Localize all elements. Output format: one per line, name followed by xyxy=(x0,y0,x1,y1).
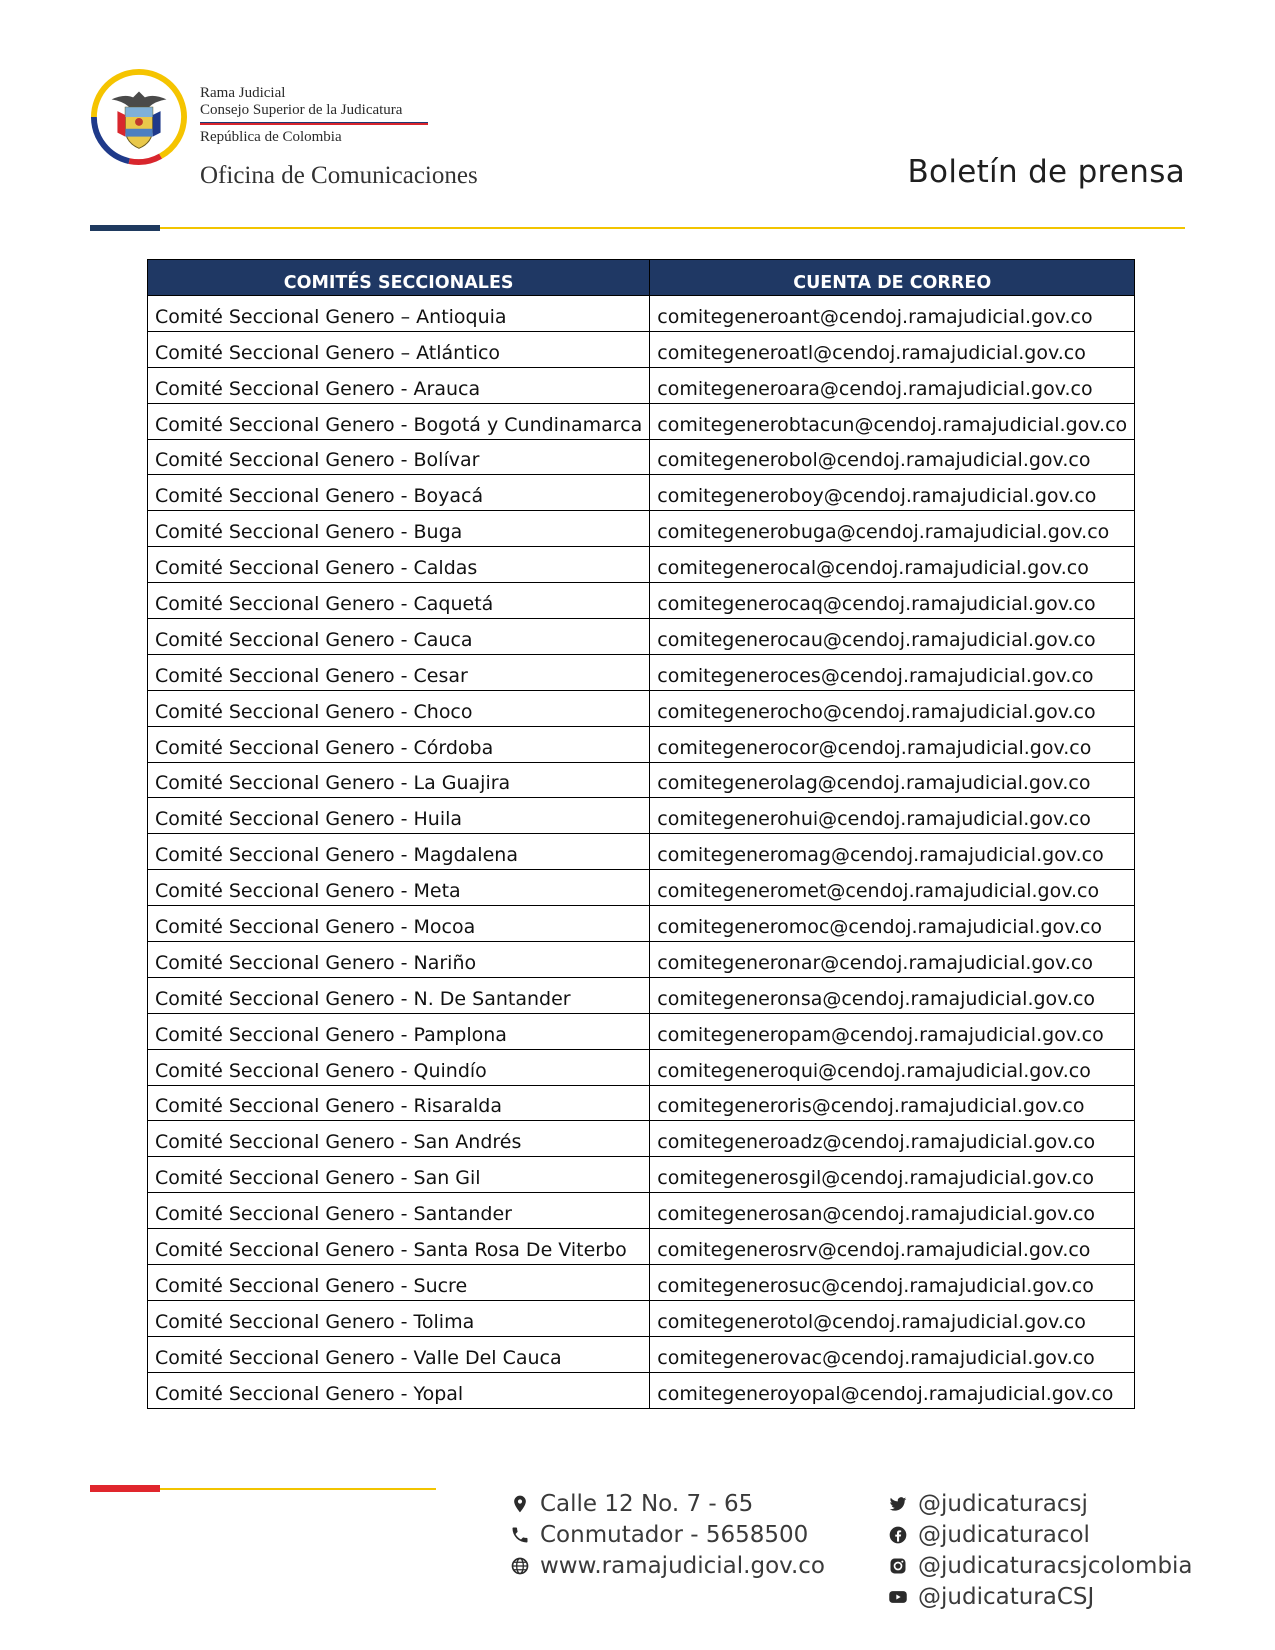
table-row xyxy=(148,726,1135,762)
email-cell[interactable]: comitegeneronsa@cendoj.ramajudicial.gov.co xyxy=(650,977,1135,1013)
committee-name-cell: Comité Seccional Genero - Nariño xyxy=(148,942,650,978)
email-cell[interactable]: comitegeneroboy@cendoj.ramajudicial.gov.co xyxy=(650,475,1135,511)
contact-info xyxy=(508,1488,825,1581)
table-row xyxy=(148,1157,1135,1193)
twitter-handle[interactable]: @judicaturacsj xyxy=(918,1490,1088,1517)
email-cell[interactable]: comitegenerocor@cendoj.ramajudicial.gov.co xyxy=(650,726,1135,762)
committee-name-cell: Comité Seccional Genero - Buga xyxy=(148,511,650,547)
table-row xyxy=(148,475,1135,511)
email-cell[interactable]: comitegeneroces@cendoj.ramajudicial.gov.co xyxy=(650,654,1135,690)
email-cell[interactable]: comitegenerocal@cendoj.ramajudicial.gov.co xyxy=(650,547,1135,583)
table-row xyxy=(148,977,1135,1013)
committee-name-cell: Comité Seccional Genero - Sucre xyxy=(148,1265,650,1301)
committees-email-table xyxy=(147,259,1135,1409)
youtube-handle[interactable]: @judicaturaCSJ xyxy=(918,1583,1095,1610)
column-header-email: CUENTA DE CORREO xyxy=(650,260,1135,296)
table-row xyxy=(148,1372,1135,1408)
phone-row xyxy=(508,1519,825,1550)
office-name: Oficina de Comunicaciones xyxy=(200,162,478,189)
committee-name-cell: Comité Seccional Genero - N. De Santander xyxy=(148,977,650,1013)
committee-name-cell: Comité Seccional Genero - Huila xyxy=(148,798,650,834)
email-cell[interactable]: comitegeneromet@cendoj.ramajudicial.gov.co xyxy=(650,870,1135,906)
email-cell[interactable]: comitegeneronar@cendoj.ramajudicial.gov.co xyxy=(650,942,1135,978)
document-type-title: Boletín de prensa xyxy=(907,154,1185,190)
email-cell[interactable]: comitegenerosan@cendoj.ramajudicial.gov.co xyxy=(650,1193,1135,1229)
email-cell[interactable]: comitegeneroara@cendoj.ramajudicial.gov.co xyxy=(650,367,1135,403)
facebook-handle[interactable]: @judicaturacol xyxy=(918,1521,1090,1548)
table-row xyxy=(148,1229,1135,1265)
twitter-row[interactable] xyxy=(886,1488,1193,1519)
table-row xyxy=(148,1049,1135,1085)
social-media xyxy=(886,1488,1193,1612)
committee-name-cell: Comité Seccional Genero - San Gil xyxy=(148,1157,650,1193)
table-row xyxy=(148,296,1135,332)
email-cell[interactable]: comitegenerosuc@cendoj.ramajudicial.gov.co xyxy=(650,1265,1135,1301)
email-cell[interactable]: comitegeneromoc@cendoj.ramajudicial.gov.co xyxy=(650,906,1135,942)
website-row[interactable] xyxy=(508,1550,825,1581)
table-row xyxy=(148,439,1135,475)
org-divider xyxy=(200,122,428,125)
table-row xyxy=(148,654,1135,690)
phone-icon xyxy=(508,1523,532,1547)
committee-name-cell: Comité Seccional Genero - Caldas xyxy=(148,547,650,583)
table-row xyxy=(148,583,1135,619)
table-row xyxy=(148,906,1135,942)
committee-name-cell: Comité Seccional Genero - Bogotá y Cundinamarca xyxy=(148,403,650,439)
map-pin-icon xyxy=(508,1492,532,1516)
committee-name-cell: Comité Seccional Genero - Arauca xyxy=(148,367,650,403)
table-row xyxy=(148,1121,1135,1157)
header-rule-accent xyxy=(90,225,160,231)
committee-name-cell: Comité Seccional Genero - Caquetá xyxy=(148,583,650,619)
committee-name-cell: Comité Seccional Genero - Risaralda xyxy=(148,1085,650,1121)
table-row xyxy=(148,690,1135,726)
email-cell[interactable]: comitegenerobol@cendoj.ramajudicial.gov.co xyxy=(650,439,1135,475)
email-cell[interactable]: comitegeneroatl@cendoj.ramajudicial.gov.co xyxy=(650,331,1135,367)
table-row xyxy=(148,367,1135,403)
table-row xyxy=(148,1300,1135,1336)
committee-name-cell: Comité Seccional Genero - Meta xyxy=(148,870,650,906)
email-cell[interactable]: comitegenerohui@cendoj.ramajudicial.gov.co xyxy=(650,798,1135,834)
email-cell[interactable]: comitegeneroadz@cendoj.ramajudicial.gov.co xyxy=(650,1121,1135,1157)
org-country: República de Colombia xyxy=(200,129,342,145)
instagram-icon xyxy=(886,1554,910,1578)
colombia-coat-of-arms-seal xyxy=(90,68,188,166)
email-cell[interactable]: comitegenerobtacun@cendoj.ramajudicial.gov.co xyxy=(650,403,1135,439)
instagram-handle[interactable]: @judicaturacsjcolombia xyxy=(918,1552,1193,1579)
organization-block xyxy=(200,85,428,146)
org-line-rama-judicial: Rama Judicial xyxy=(200,85,286,101)
email-cell[interactable]: comitegenerosrv@cendoj.ramajudicial.gov.co xyxy=(650,1229,1135,1265)
committee-name-cell: Comité Seccional Genero – Antioquia xyxy=(148,296,650,332)
committee-name-cell: Comité Seccional Genero - Yopal xyxy=(148,1372,650,1408)
header-rule xyxy=(160,227,1185,229)
table-row xyxy=(148,942,1135,978)
email-cell[interactable]: comitegenerolag@cendoj.ramajudicial.gov.co xyxy=(650,762,1135,798)
table-row xyxy=(148,762,1135,798)
committee-name-cell: Comité Seccional Genero - Santa Rosa De Viterbo xyxy=(148,1229,650,1265)
email-cell[interactable]: comitegenerotol@cendoj.ramajudicial.gov.co xyxy=(650,1300,1135,1336)
email-cell[interactable]: comitegeneromag@cendoj.ramajudicial.gov.co xyxy=(650,834,1135,870)
committee-name-cell: Comité Seccional Genero - La Guajira xyxy=(148,762,650,798)
youtube-icon xyxy=(886,1585,910,1609)
committee-name-cell: Comité Seccional Genero - Tolima xyxy=(148,1300,650,1336)
table-row xyxy=(148,1085,1135,1121)
email-cell[interactable]: comitegenerocho@cendoj.ramajudicial.gov.co xyxy=(650,690,1135,726)
org-line-consejo: Consejo Superior de la Judicatura xyxy=(200,102,403,118)
committee-name-cell: Comité Seccional Genero - San Andrés xyxy=(148,1121,650,1157)
table-row xyxy=(148,619,1135,655)
committee-name-cell: Comité Seccional Genero - Santander xyxy=(148,1193,650,1229)
website-link[interactable]: www.ramajudicial.gov.co xyxy=(540,1552,825,1579)
committee-name-cell: Comité Seccional Genero - Choco xyxy=(148,690,650,726)
email-cell[interactable]: comitegenerocaq@cendoj.ramajudicial.gov.co xyxy=(650,583,1135,619)
youtube-row[interactable] xyxy=(886,1581,1193,1612)
committee-name-cell: Comité Seccional Genero - Magdalena xyxy=(148,834,650,870)
column-header-committees: COMITÉS SECCIONALES xyxy=(148,260,650,296)
email-cell[interactable]: comitegenerovac@cendoj.ramajudicial.gov.co xyxy=(650,1336,1135,1372)
address-row xyxy=(508,1488,825,1519)
email-cell[interactable]: comitegeneroris@cendoj.ramajudicial.gov.co xyxy=(650,1085,1135,1121)
committee-name-cell: Comité Seccional Genero - Córdoba xyxy=(148,726,650,762)
footer-rule-accent xyxy=(90,1485,160,1492)
footer-rule xyxy=(160,1488,436,1490)
email-cell[interactable]: comitegeneroyopal@cendoj.ramajudicial.gov.co xyxy=(650,1372,1135,1408)
email-cell[interactable]: comitegenerobuga@cendoj.ramajudicial.gov.co xyxy=(650,511,1135,547)
table-body xyxy=(148,296,1135,1409)
committee-name-cell: Comité Seccional Genero - Valle Del Cauca xyxy=(148,1336,650,1372)
facebook-row[interactable] xyxy=(886,1519,1193,1550)
committee-name-cell: Comité Seccional Genero - Quindío xyxy=(148,1049,650,1085)
twitter-icon xyxy=(886,1492,910,1516)
table-row xyxy=(148,1336,1135,1372)
table-row xyxy=(148,834,1135,870)
committee-name-cell: Comité Seccional Genero – Atlántico xyxy=(148,331,650,367)
globe-icon xyxy=(508,1554,532,1578)
email-cell[interactable]: comitegenerosgil@cendoj.ramajudicial.gov.co xyxy=(650,1157,1135,1193)
table-row xyxy=(148,798,1135,834)
email-cell[interactable]: comitegenerocau@cendoj.ramajudicial.gov.co xyxy=(650,619,1135,655)
facebook-icon xyxy=(886,1523,910,1547)
table-row xyxy=(148,870,1135,906)
table-row xyxy=(148,331,1135,367)
table-header-row xyxy=(148,260,1135,296)
committee-name-cell: Comité Seccional Genero - Bolívar xyxy=(148,439,650,475)
committee-name-cell: Comité Seccional Genero - Cesar xyxy=(148,654,650,690)
table-row xyxy=(148,1265,1135,1301)
instagram-row[interactable] xyxy=(886,1550,1193,1581)
email-cell[interactable]: comitegeneropam@cendoj.ramajudicial.gov.co xyxy=(650,1013,1135,1049)
table-row xyxy=(148,547,1135,583)
table-row xyxy=(148,511,1135,547)
email-cell[interactable]: comitegeneroqui@cendoj.ramajudicial.gov.co xyxy=(650,1049,1135,1085)
table-row xyxy=(148,1013,1135,1049)
committee-name-cell: Comité Seccional Genero - Pamplona xyxy=(148,1013,650,1049)
committee-name-cell: Comité Seccional Genero - Cauca xyxy=(148,619,650,655)
table-row xyxy=(148,1193,1135,1229)
committee-name-cell: Comité Seccional Genero - Mocoa xyxy=(148,906,650,942)
table-row xyxy=(148,403,1135,439)
phone-text: Conmutador - 5658500 xyxy=(540,1521,809,1548)
email-cell[interactable]: comitegeneroant@cendoj.ramajudicial.gov.co xyxy=(650,296,1135,332)
address-text: Calle 12 No. 7 - 65 xyxy=(540,1490,754,1517)
committee-name-cell: Comité Seccional Genero - Boyacá xyxy=(148,475,650,511)
